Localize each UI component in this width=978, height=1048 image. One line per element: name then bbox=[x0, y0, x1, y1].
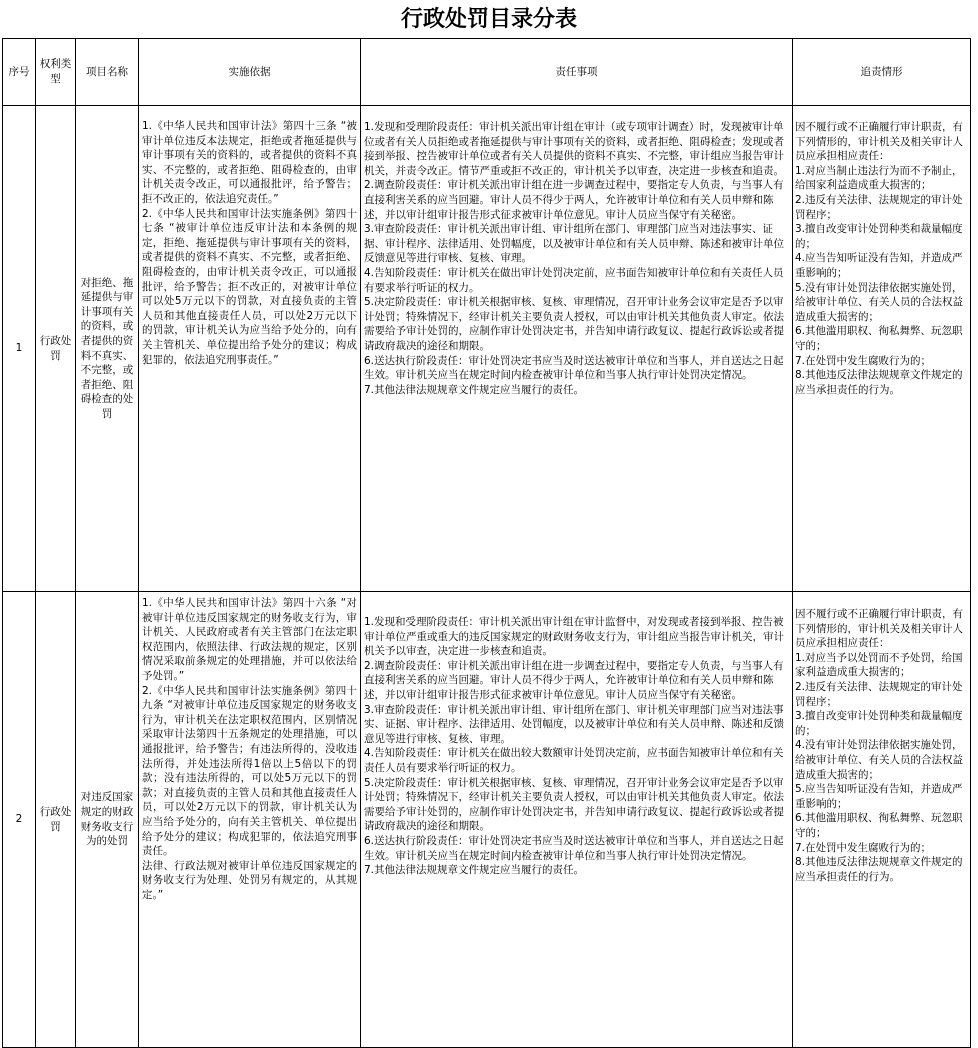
pursuit-item: 2.违反有关法律、法规规定的审计处罚程序； bbox=[795, 680, 963, 708]
penalty-catalog-table bbox=[2, 38, 971, 1048]
responsibility-item: 3.审查阶段责任：审计机关派出审计组、审计组所在部门、审计机关审理部门应当对违法事实、证据、审计程序、法律适用、处罚幅度，以及被审计单位和有关人员申辩、陈述和反馈意见等进行审核、复核、审理。 bbox=[364, 703, 784, 745]
basis-paragraph: 法律、行政法规对被审计单位违反国家规定的财务收支行为处理、处罚另有规定的，从其规定。” bbox=[142, 859, 357, 901]
responsibility-item: 1.发现和受理阶段责任：审计机关派出审计组在审计（或专项审计调查）时，发现被审计单位或者有关人员拒绝或者拖延提供与审计事项有关的资料，或者拒绝、阻碍检查；发现或者接到举报、控告被审计单位或者有关人员提供的资料不真实、不完整，审计组应当报告审计机关，并责令改正。情节严重或拒不改正的，审计机关予以审查，决定进一步核查和追责。 bbox=[364, 121, 784, 177]
row-responsibility bbox=[361, 106, 793, 592]
header-basis: 实施依据 bbox=[139, 39, 361, 106]
table-row bbox=[3, 106, 971, 592]
responsibility-item: 1.发现和受理阶段责任：审计机关派出审计组在审计监督中，对发现或者接到举报、控告被审计单位严重或重大的违反国家规定的财政财务收支行为，审计组应当报告审计机关，审计机关予以审查，决定进一步核查和追责。 bbox=[364, 616, 784, 658]
header-category: 权利类型 bbox=[36, 39, 76, 106]
responsibility-item: 2.调查阶段责任：审计机关派出审计组在进一步调查过程中，要指定专人负责，与当事人有直接利害关系的应当回避。审计人员不得少于两人，允许被审计单位和有关人员申辩和陈述，并以审计组审计报告形式征求被审计单位意见。审计人员应当保守有关秘密。 bbox=[364, 179, 784, 221]
pursuit-item: 5.没有审计处罚法律依据实施处罚，给被审计单位、有关人员的合法权益造成重大损害的； bbox=[795, 281, 963, 323]
row-basis bbox=[139, 592, 361, 1048]
responsibility-item: 6.送达执行阶段责任：审计处罚决定书应当及时送达被审计单位和当事人，并自送达之日起生效。审计机关应当在规定时间内检查被审计单位和当事人执行审计处罚决定情况。 bbox=[364, 354, 784, 382]
row-category: 行政处罚 bbox=[36, 592, 76, 1048]
row-basis bbox=[139, 106, 361, 592]
pursuit-item: 因不履行或不正确履行审计职责，有下列情形的，审计机关及相关审计人员应承担相应责任： bbox=[795, 608, 963, 650]
pursuit-item: 7.在处罚中发生腐败行为的； bbox=[795, 841, 932, 854]
responsibility-item: 5.决定阶段责任：审计机关根据审核、复核、审理情况，召开审计业务会议审定是否予以审计处罚；特殊情况下，经审计机关主要负责人授权，可以由审计机关其他负责人审定。依法需要给予审计处罚的，应制作审计处罚决定书，并告知申请行政复议、提起行政诉讼或者提请政府裁决的途径和期限。 bbox=[364, 776, 784, 833]
pursuit-item: 6.其他滥用职权、徇私舞弊、玩忽职守的； bbox=[795, 325, 963, 352]
row-index: 1 bbox=[3, 106, 36, 592]
header-responsibility: 责任事项 bbox=[361, 39, 793, 106]
pursuit-item: 因不履行或不正确履行审计职责，有下列情形的，审计机关及相关审计人员应承担相应责任： bbox=[795, 121, 963, 163]
row-item-name: 对违反国家规定的财政财务收支行为的处罚 bbox=[76, 592, 139, 1048]
header-row bbox=[3, 39, 971, 106]
pursuit-item: 5.应当告知听证没有告知，并造成严重影响的； bbox=[795, 783, 963, 810]
pursuit-item: 8.其他违反法律法规规章文件规定的应当承担责任的行为。 bbox=[795, 856, 963, 883]
basis-paragraph: 1.《中华人民共和国审计法》第四十三条 “被审计单位违反本法规定，拒绝或者拖延提供与审计事项有关的资料的，或者提供的资料不真实、不完整的，或者拒绝、阻碍检查的，由审计机关责令改正，可以通报批评，给予警告；拒不改正的，依法追究责任。” bbox=[142, 120, 357, 205]
pursuit-item: 2.违反有关法律、法规规定的审计处罚程序； bbox=[795, 193, 963, 221]
responsibility-item: 7.其他法律法规规章文件规定应当履行的责任。 bbox=[364, 864, 585, 877]
responsibility-item: 6.送达执行阶段责任：审计处罚决定书应当及时送达被审计单位和当事人，并自送达之日起生效。审计机关应当在规定时间内检查被审计单位和当事人执行审计处罚决定情况。 bbox=[364, 834, 784, 862]
pursuit-item: 8.其他违反法律法规规章文件规定的应当承担责任的行为。 bbox=[795, 369, 963, 396]
responsibility-item: 2.调查阶段责任：审计机关派出审计组在进一步调查过程中，要指定专人负责，与当事人有直接利害关系的应当回避。审计人员不得少于两人，允许被审计单位和有关人员申辩和陈述，并以审计组审计报告形式征求被审计单位意见。审计人员应当保守有关秘密。 bbox=[364, 659, 784, 701]
responsibility-item: 3.审查阶段责任：审计机关派出审计组、审计组所在部门、审理部门应当对违法事实、证据、审计程序、法律适用、处罚幅度，以及被审计单位和有关人员申辩、陈述和被审计单位反馈意见等进行审核、复核、审理。 bbox=[364, 223, 784, 265]
row-index: 2 bbox=[3, 592, 36, 1048]
responsibility-item: 4.告知阶段责任：审计机关在做出审计处罚决定前，应书面告知被审计单位和有关责任人员有要求举行听证的权力。 bbox=[364, 266, 784, 294]
pursuit-item: 1.对应当制止违法行为而不予制止，给国家利益造成重大损害的； bbox=[795, 164, 963, 192]
pursuit-item: 3.擅自改变审计处罚种类和裁量幅度的； bbox=[795, 223, 963, 250]
pursuit-item: 1.对应当予以处罚而不予处罚，给国家利益造成重大损害的； bbox=[795, 651, 963, 679]
pursuit-item: 7.在处罚中发生腐败行为的； bbox=[795, 354, 932, 367]
pursuit-item: 4.应当告知听证没有告知，并造成严重影响的； bbox=[795, 252, 963, 279]
row-item-name: 对拒绝、拖延提供与审计事项有关的资料，或者提供的资料不真实、不完整，或者拒绝、阻碍检查的处罚 bbox=[76, 106, 139, 592]
basis-paragraph: 2.《中华人民共和国审计法实施条例》第四十九条 “对被审计单位违反国家规定的财务收支行为，审计机关在法定职权范围内，区别情况采取审计法第四十五条规定的处理措施，可以通报批评，给予警告；有违法所得的，没收违法所得，并处违法所得1倍以上5倍以下的罚款；没有违法所得的，可以处5万元以下的罚款；对直接负责的主管人员和其他直接责任人员，可以处2万元以下的罚款，审计机关认为应当给予处分的，向有关主管机关、单位提出给予处分的建议；构成犯罪的，依法追究刑事责任。 bbox=[142, 684, 357, 858]
responsibility-item: 5.决定阶段责任：审计机关根据审核、复核、审理情况，召开审计业务会议审定是否予以审计处罚；特殊情况下，经审计机关主要负责人授权，可以由审计机关其他负责人审定。依法需要给予审计处罚的，应制作审计处罚决定书，并告知申请行政复议、提起行政诉讼或者提请政府裁决的途径和期限。 bbox=[364, 296, 784, 352]
page-title: 行政处罚目录分表 bbox=[400, 6, 577, 32]
pursuit-item: 4.没有审计处罚法律依据实施处罚，给被审计单位、有关人员的合法权益造成重大损害的； bbox=[795, 739, 963, 781]
header-name: 项目名称 bbox=[76, 39, 139, 106]
responsibility-item: 7.其他法律法规规章文件规定应当履行的责任。 bbox=[364, 383, 585, 396]
pursuit-item: 3.擅自改变审计处罚种类和裁量幅度的； bbox=[795, 710, 963, 737]
row-pursuit bbox=[793, 106, 971, 592]
basis-paragraph: 1.《中华人民共和国审计法》第四十六条 “对被审计单位违反国家规定的财务收支行为，审计机关、人民政府或者有关主管部门在法定职权范围内，依照法律、行政法规的规定，区别情况采取前条规定的处理措施，并可以依法给予处罚。” bbox=[142, 597, 357, 682]
basis-paragraph: 2.《中华人民共和国审计法实施条例》第四十七条 “被审计单位违反审计法和本条例的规定，拒绝、拖延提供与审计事项有关的资料，或者提供的资料不真实、不完整，或者拒绝、阻碍检查的，由审计机关责令改正，可以通报批评，给予警告；拒不改正的，对被审计单位可以处5万元以下的罚款，对直接负责的主管人员和其他直接责任人员，可以处2万元以下的罚款，审计机关认为应当给予处分的，向有关主管机关、单位提出给予处分的建议；构成犯罪的，依法追究刑事责任。” bbox=[142, 207, 357, 366]
header-index: 序号 bbox=[3, 39, 36, 106]
row-category: 行政处罚 bbox=[36, 106, 76, 592]
row-pursuit bbox=[793, 592, 971, 1048]
table-row bbox=[3, 592, 971, 1048]
responsibility-item: 4.告知阶段责任：审计机关在做出较大数额审计处罚决定前，应书面告知被审计单位和有关责任人员有要求举行听证的权力。 bbox=[364, 747, 784, 774]
header-pursuit: 追责情形 bbox=[793, 39, 971, 106]
pursuit-item: 6.其他滥用职权、徇私舞弊、玩忽职守的； bbox=[795, 812, 963, 839]
row-responsibility bbox=[361, 592, 793, 1048]
